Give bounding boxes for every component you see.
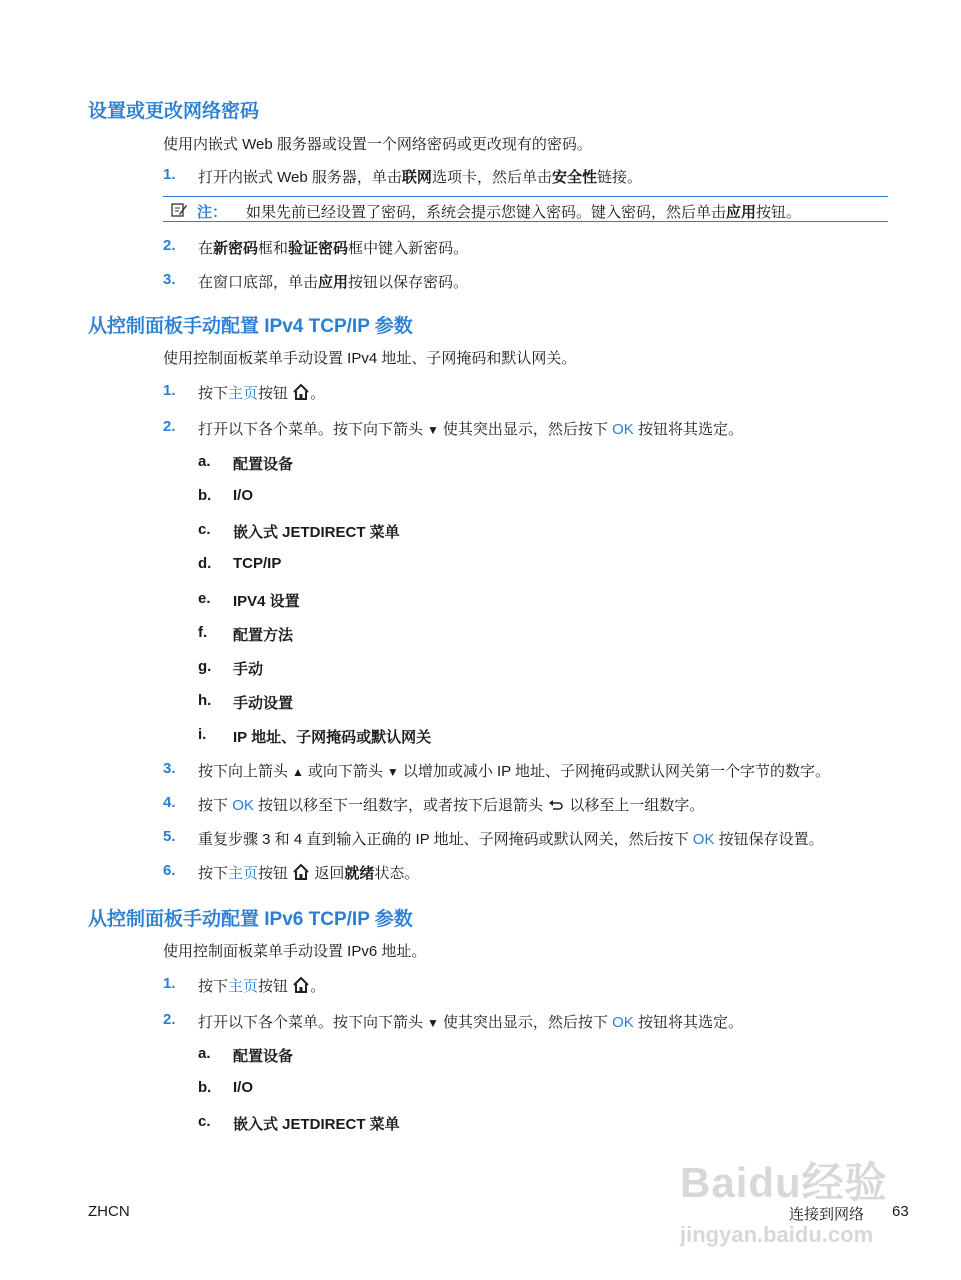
sub-item-letter: c. (198, 521, 211, 538)
step-text: 按下主页按钮 返回就绪状态。 (198, 862, 419, 885)
up-arrow-icon: ▲ (292, 765, 304, 779)
sub-item-letter: b. (198, 487, 212, 504)
sub-item-letter: e. (198, 590, 211, 607)
step-number: 2. (163, 418, 176, 435)
sub-item-text: 手动 (233, 661, 264, 678)
sub-item-text: TCP/IP (233, 555, 282, 572)
step-number: 5. (163, 828, 176, 845)
section-title-ipv4: 从控制面板手动配置 IPv4 TCP/IP 参数 (88, 316, 413, 337)
sub-item-text: 嵌入式 JETDIRECT 菜单 (233, 524, 400, 541)
sub-item-letter: b. (198, 1079, 212, 1096)
sub-item-letter: i. (198, 726, 207, 743)
sub-item-text: 手动设置 (233, 695, 294, 712)
step-number: 4. (163, 794, 176, 811)
note-bottom-rule (163, 221, 888, 222)
sub-item-text: IP 地址、子网掩码或默认网关 (233, 729, 432, 746)
sub-item-letter: g. (198, 658, 212, 675)
home-link[interactable]: 主页 (228, 978, 259, 995)
footer-locale: ZHCN (88, 1203, 130, 1220)
back-arrow-icon (547, 799, 565, 817)
baidu-watermark-logo: Baidu经验 (680, 1159, 888, 1206)
step-text: 重复步骤 3 和 4 直到输入正确的 IP 地址、子网掩码或默认网关，然后按下 OK 按钮保存设置。 (198, 831, 824, 848)
ok-button-label: OK (612, 421, 634, 438)
step-text: 按下向上箭头 ▲ 或向下箭头 ▼ 以增加或减小 IP 地址、子网掩码或默认网关第一个字节的数字。 (198, 763, 831, 780)
step-text: 按下主页按钮 。 (198, 382, 325, 405)
home-link[interactable]: 主页 (228, 385, 259, 402)
sub-item-letter: h. (198, 692, 212, 709)
step-number: 3. (163, 760, 176, 777)
step-text: 在新密码框和验证密码框中键入新密码。 (198, 240, 469, 257)
step-number: 3. (163, 271, 176, 288)
sub-item-letter: f. (198, 624, 208, 641)
baidu-watermark-url: jingyan.baidu.com (680, 1222, 874, 1247)
section-intro: 使用控制面板菜单手动设置 IPv4 地址、子网掩码和默认网关。 (163, 350, 577, 367)
home-icon (292, 383, 310, 405)
down-arrow-icon: ▼ (427, 423, 439, 437)
footer-chapter: 连接到网络 (789, 1206, 865, 1223)
step-text: 打开以下各个菜单。按下向下箭头 ▼ 使其突出显示，然后按下 OK 按钮将其选定。 (198, 421, 743, 438)
step-text: 按下主页按钮 。 (198, 975, 325, 998)
sub-item-text: I/O (233, 1079, 254, 1096)
sub-item-text: 配置方法 (233, 627, 294, 644)
sub-item-text: 配置设备 (233, 456, 294, 473)
step-text: 按下 OK 按钮以移至下一组数字，或者按下后退箭头 以移至上一组数字。 (198, 794, 704, 817)
note-text: 如果先前已经设置了密码，系统会提示您键入密码。键入密码，然后单击应用按钮。 (246, 204, 802, 221)
sub-item-text: IPV4 设置 (233, 593, 300, 610)
sub-item-letter: a. (198, 1045, 211, 1062)
sub-item-text: 配置设备 (233, 1048, 294, 1065)
step-number: 1. (163, 975, 176, 992)
sub-item-letter: a. (198, 453, 211, 470)
sub-item-letter: d. (198, 555, 212, 572)
step-text: 在窗口底部，单击应用按钮以保存密码。 (198, 274, 469, 291)
section-title-ipv6: 从控制面板手动配置 IPv6 TCP/IP 参数 (88, 909, 413, 930)
footer-page-number: 63 (892, 1203, 909, 1220)
home-icon (292, 863, 310, 885)
down-arrow-icon: ▼ (386, 765, 399, 779)
section-intro: 使用内嵌式 Web 服务器或设置一个网络密码或更改现有的密码。 (163, 136, 592, 153)
down-arrow-icon: ▼ (427, 1016, 439, 1030)
section-intro: 使用控制面板菜单手动设置 IPv6 地址。 (163, 943, 427, 960)
step-number: 1. (163, 166, 176, 183)
step-number: 1. (163, 382, 176, 399)
step-text: 打开以下各个菜单。按下向下箭头 ▼ 使其突出显示，然后按下 OK 按钮将其选定。 (198, 1014, 743, 1031)
note-icon (170, 201, 188, 223)
sub-item-text: I/O (233, 487, 254, 504)
step-number: 2. (163, 1011, 176, 1028)
sub-item-letter: c. (198, 1113, 211, 1130)
step-text: 打开内嵌式 Web 服务器，单击联网选项卡，然后单击安全性链接。 (198, 169, 642, 186)
section-title-password: 设置或更改网络密码 (88, 101, 260, 122)
home-icon (292, 976, 310, 998)
ok-button-label: OK (692, 831, 715, 848)
step-number: 2. (163, 237, 176, 254)
ok-button-label: OK (612, 1014, 634, 1031)
home-link[interactable]: 主页 (228, 865, 259, 882)
note-top-rule (163, 196, 888, 197)
ok-button-label: OK (232, 797, 254, 814)
sub-item-text: 嵌入式 JETDIRECT 菜单 (233, 1116, 400, 1133)
step-number: 6. (163, 862, 176, 879)
note-label: 注： (197, 204, 228, 221)
